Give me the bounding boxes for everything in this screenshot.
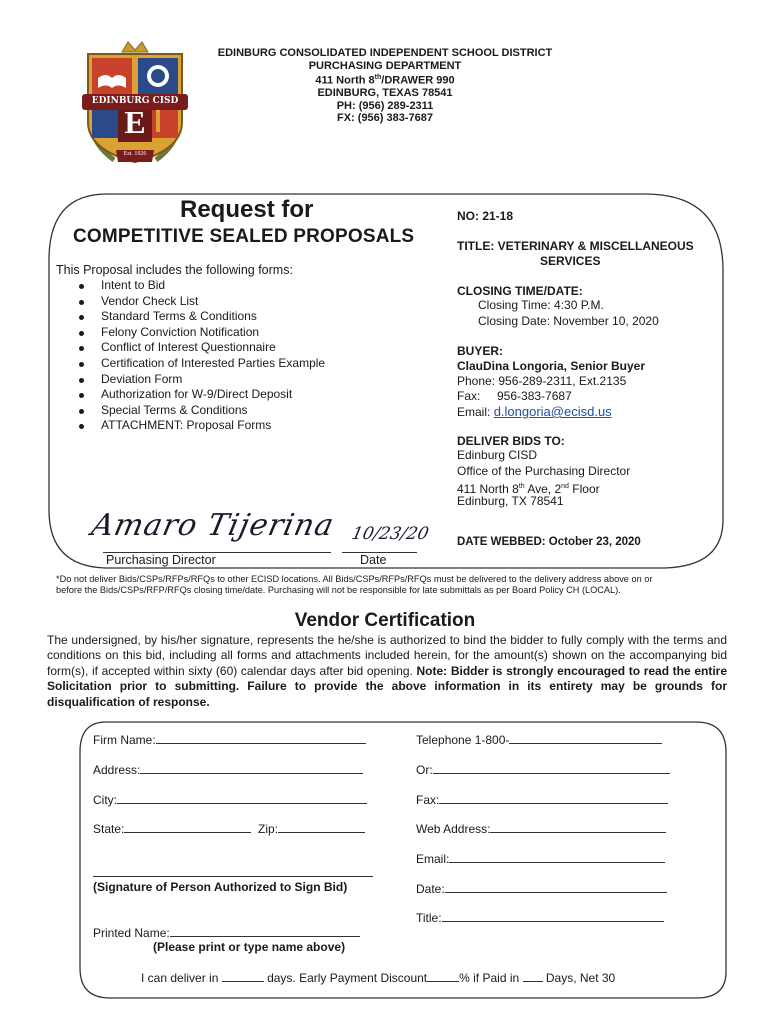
address-pre: 411 North 8 <box>315 74 375 87</box>
buyer-email-label: Email: <box>457 405 494 419</box>
web-address-field[interactable] <box>416 821 666 836</box>
forms-list-item-label: ATTACHMENT: Proposal Forms <box>101 418 272 433</box>
director-signature: Amaro Tijerina <box>88 508 338 543</box>
forms-list-item-label: Certification of Interested Parties Example <box>101 355 326 370</box>
delivery-notice-line1: *Do not deliver Bids/CSPs/RFPs/RFQs to other ECISD locations. All Bids/CSPs/RFPs/RFQs must be delivered to the delivery address above on or <box>56 574 653 584</box>
request-subtitle: COMPETITIVE SEALED PROPOSALS <box>73 226 415 247</box>
vendor-certification-title: Vendor Certification <box>294 610 476 631</box>
address-sup: th <box>374 74 382 81</box>
deliver-heading: DELIVER BIDS TO: <box>457 434 565 448</box>
delivery-notice-line2: before the Bids/CSPs/RFP/RFQs closing time/date. Purchasing will not be responsible for late submittals as per Board Policy CH (LOCAL). <box>56 585 621 595</box>
date-webbed: DATE WEBBED: October 23, 2020 <box>457 536 641 548</box>
discount-percent-blank[interactable] <box>427 970 459 982</box>
forms-list-item-label: Conflict of Interest Questionnaire <box>101 340 276 355</box>
forms-list-item <box>101 403 325 419</box>
city-field[interactable] <box>93 792 367 807</box>
forms-intro: This Proposal includes the following forms: <box>56 263 293 277</box>
deliver-line4: Edinburg, TX 78541 <box>457 494 564 508</box>
request-title: Request for <box>180 196 314 223</box>
bid-title-line2: SERVICES <box>540 254 601 268</box>
deliver-line3-pre: 411 North 8 <box>457 482 519 496</box>
buyer-name: ClauDina Longoria, Senior Buyer <box>457 359 646 373</box>
logo-est: Est. 1926 <box>123 151 147 157</box>
paid-days-blank[interactable] <box>523 970 543 982</box>
logo-letter: E <box>124 104 146 140</box>
authorized-signature-line[interactable] <box>93 876 373 877</box>
state-field[interactable] <box>93 821 251 836</box>
forms-list-item <box>101 387 325 403</box>
district-address <box>0 72 770 87</box>
forms-list-item-label: Felony Conviction Notification <box>101 324 260 339</box>
deliver-line2: Office of the Purchasing Director <box>457 464 631 478</box>
buyer-email-link[interactable]: d.longoria@ecisd.us <box>493 404 612 419</box>
department-name: PURCHASING DEPARTMENT <box>308 59 462 72</box>
delivery-terms-row <box>141 970 615 985</box>
authorized-signature-caption: (Signature of Person Authorized to Sign Bid) <box>93 880 348 894</box>
logo-banner-text: EDINBURG CISD <box>91 96 179 106</box>
deliver-line3-sup2: nd <box>561 483 569 490</box>
forms-list <box>101 278 325 434</box>
buyer-fax: Fax: 956-383-7687 <box>457 389 572 403</box>
closing-date: Closing Date: November 10, 2020 <box>478 314 659 328</box>
date-field[interactable] <box>416 881 667 896</box>
district-fax: FX: (956) 383-7687 <box>337 112 433 125</box>
alt-phone-field[interactable] <box>416 762 670 777</box>
web-address-label: Web Address: <box>416 822 491 836</box>
printed-name-field[interactable] <box>93 925 360 940</box>
forms-list-item <box>101 325 325 341</box>
discount-label: days. Early Payment Discount <box>267 971 428 985</box>
forms-list-item <box>101 418 325 434</box>
forms-list-item <box>101 309 325 325</box>
deliver-line1: Edinburg CISD <box>457 448 538 462</box>
net-terms-label: Days, Net 30 <box>545 971 616 985</box>
date-field-label: Date: <box>416 882 445 896</box>
telephone-label: Telephone 1-800- <box>416 733 510 747</box>
forms-list-item <box>101 372 325 388</box>
city-label: City: <box>93 793 117 807</box>
bid-title-line1: TITLE: VETERINARY & MISCELLANEOUS <box>457 239 694 253</box>
buyer-email-row <box>457 404 612 421</box>
alt-phone-label: Or: <box>416 763 433 777</box>
firm-name-field[interactable] <box>93 732 366 747</box>
forms-list-item-label: Vendor Check List <box>101 293 199 308</box>
printed-name-label: Printed Name: <box>93 926 170 940</box>
district-phone: PH: (956) 289-2311 <box>336 99 434 112</box>
signature-date-handwritten: 10/23/20 <box>349 524 431 544</box>
date-label: Date <box>360 553 387 567</box>
forms-list-item-label: Deviation Form <box>101 371 183 386</box>
district-header <box>0 47 770 125</box>
forms-list-item-label: Authorization for W-9/Direct Deposit <box>101 387 293 402</box>
closing-heading: CLOSING TIME/DATE: <box>457 284 583 298</box>
deliver-line3-sup1: th <box>518 483 525 490</box>
zip-field[interactable] <box>258 821 365 836</box>
forms-list-item <box>101 278 325 294</box>
telephone-field[interactable] <box>416 732 662 747</box>
bid-number: NO: 21-18 <box>457 209 514 223</box>
address-field[interactable] <box>93 762 363 777</box>
buyer-phone: Phone: 956-289-2311, Ext.2135 <box>457 374 627 388</box>
closing-time: Closing Time: 4:30 P.M. <box>478 298 604 312</box>
printed-name-caption: (Please print or type name above) <box>153 940 346 954</box>
title-field-label: Title: <box>416 911 442 925</box>
delivery-label: I can deliver in <box>141 971 219 985</box>
deliver-line3-post: Floor <box>568 482 600 496</box>
address-post: /DRAWER 990 <box>381 74 455 87</box>
certification-text: The undersigned, by his/her signature, represents the he/she is authorized to bind the bidder to fully comply with the terms and conditions on this bid, including all forms and attachments included herein, for the amount(s) shown on the accompanying bid form(s), if accepted within sixty (60) calendar days after bid opening. <box>47 633 727 678</box>
forms-list-item-label: Special Terms & Conditions <box>101 402 248 417</box>
forms-list-item-label: Intent to Bid <box>101 278 166 292</box>
buyer-heading: BUYER: <box>457 344 504 358</box>
certification-paragraph <box>47 633 727 710</box>
forms-list-item <box>101 356 325 372</box>
title-field[interactable] <box>416 910 664 925</box>
fax-label: Fax: <box>416 793 440 807</box>
forms-list-item-label: Standard Terms & Conditions <box>101 309 257 324</box>
deliver-line3-mid: Ave, 2 <box>524 482 562 496</box>
district-name: EDINBURG CONSOLIDATED INDEPENDENT SCHOOL DISTRICT <box>217 47 553 59</box>
paid-in-label: % if Paid in <box>459 971 520 985</box>
certification-note: Note: Bidder is strongly encouraged to read the entire Solicitation prior to submitting. Failure to provide the above information in its entirety may be grounds for disqualification of response. <box>47 663 727 709</box>
forms-list-item <box>101 340 325 356</box>
district-city: EDINBURG, TEXAS 78541 <box>317 87 453 100</box>
zip-label: Zip: <box>258 822 279 836</box>
email-label: Email: <box>416 852 450 866</box>
fax-field[interactable] <box>416 792 668 807</box>
firm-name-label: Firm Name: <box>93 733 156 747</box>
purchasing-director-label: Purchasing Director <box>106 553 216 567</box>
state-label: State: <box>93 822 125 836</box>
delivery-days-blank[interactable] <box>222 970 264 982</box>
address-label: Address: <box>93 763 141 777</box>
forms-list-item <box>101 294 325 310</box>
email-field[interactable] <box>416 851 665 866</box>
